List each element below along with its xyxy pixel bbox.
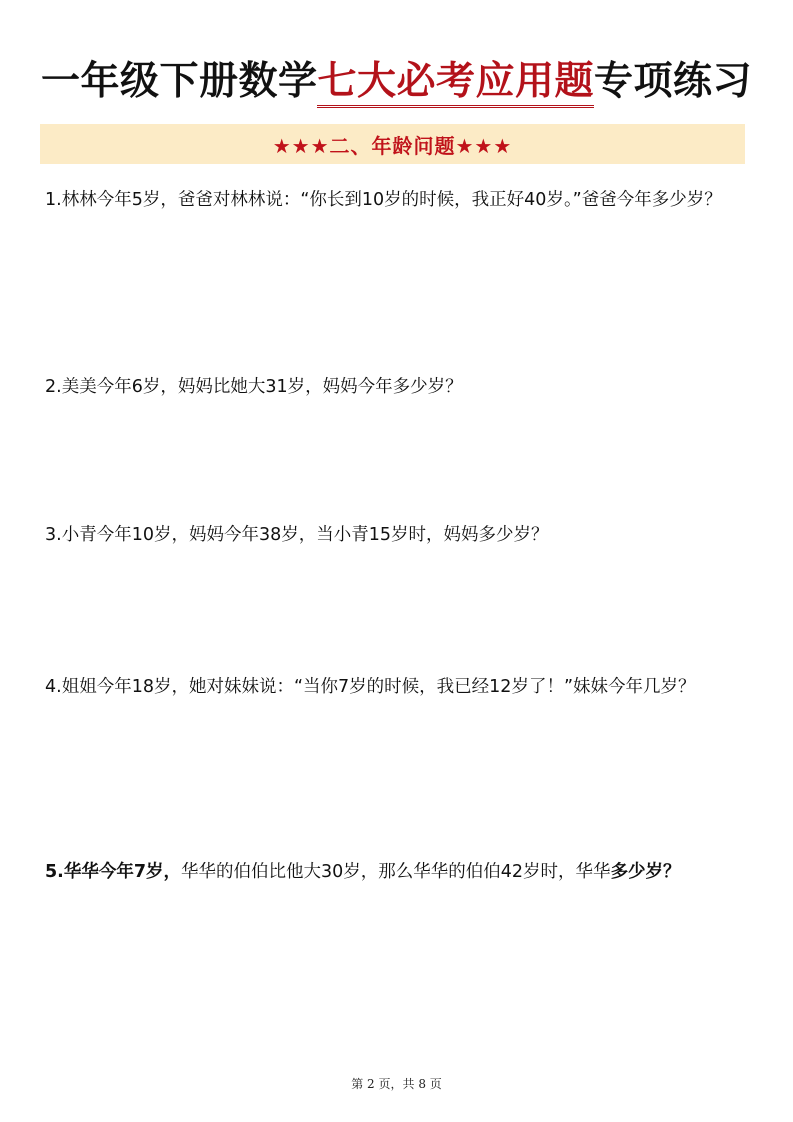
title-prefix: 一年级下册数学 [40,59,318,104]
question-2 [45,371,751,403]
title-suffix: 专项练习 [594,59,753,104]
question-number: 2. [45,377,62,397]
question-bold-part: 华华今年7岁， [63,862,182,882]
question-text: 华华的伯伯比他大30岁，那么华华的伯伯42岁时，华华 [181,862,611,882]
question-bold-tail: 多少岁？ [610,862,681,882]
page-footer: 第 2 页，共 8 页 [351,1077,442,1091]
title-highlight: 七大必考应用题 [317,59,594,108]
question-number: 5. [45,862,64,882]
question-3 [45,519,751,551]
question-5 [45,856,751,888]
question-text: 姐姐今年18岁，她对妹妹说：“当你7岁的时候，我已经12岁了！”妹妹今年几岁？ [61,677,696,697]
section-banner-text: ★★★二、年龄问题★★★ [272,133,513,158]
question-number: 1. [45,190,62,210]
question-number: 4. [45,677,62,697]
question-1 [45,184,751,216]
question-number: 3. [45,525,62,545]
question-text: 美美今年6岁，妈妈比她大31岁，妈妈今年多少岁？ [61,377,463,397]
question-text: 小青今年10岁，妈妈今年38岁，当小青15岁时，妈妈多少岁？ [61,525,549,545]
page-title [0,54,793,110]
section-banner [40,124,745,164]
question-4 [45,671,751,703]
question-text: 林林今年5岁，爸爸对林林说：“你长到10岁的时候，我正好40岁。”爸爸今年多少岁？ [61,190,722,210]
